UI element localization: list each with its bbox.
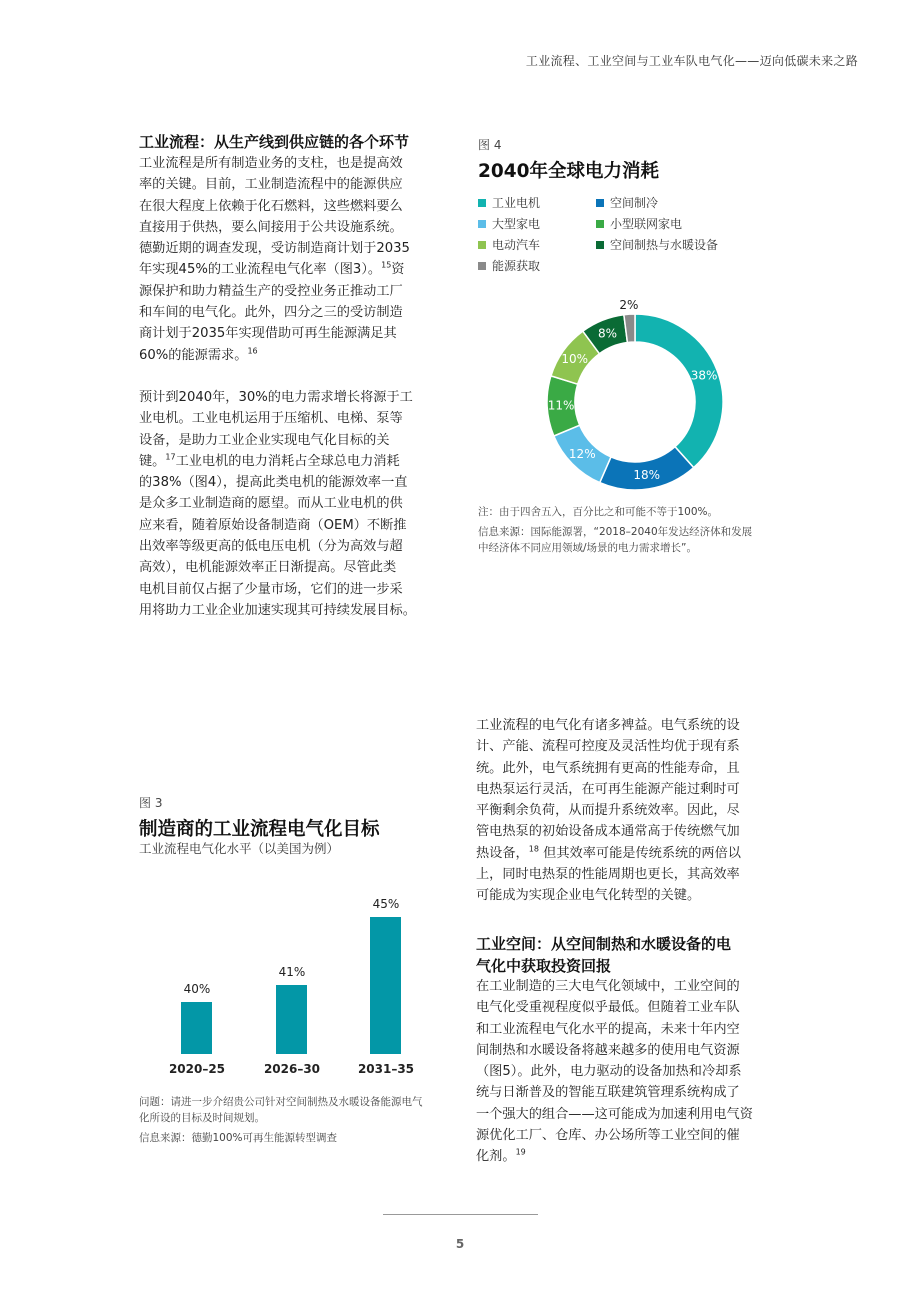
legend-item — [478, 257, 540, 274]
right-body-text-1 — [476, 715, 776, 907]
text-line: 商计划于2035年实现借助可再生能源满足其 — [139, 326, 397, 342]
question-text: 问题：请进一步介绍贵公司针对空间制热及水暖设备能源电气 — [139, 1096, 423, 1108]
figure-4-legend — [478, 194, 778, 284]
paragraph-1 — [139, 153, 444, 366]
text-line: 率的关键。目前，工业制造流程中的能源供应 — [139, 177, 403, 193]
section-heading-industrial-process: 工业流程：从生产线到供应链的各个环节 — [139, 133, 410, 151]
legend-swatch — [596, 220, 604, 228]
text-line: 设备，是助力工业企业实现电气化目标的关 — [139, 432, 390, 448]
legend-item — [596, 194, 658, 211]
text-line: 和车间的电气化。此外，四分之三的受访制造 — [139, 305, 403, 321]
legend-label: 空间制热与水暖设备 — [610, 238, 719, 252]
left-body-text — [139, 153, 444, 621]
donut-value-label: 12% — [568, 446, 596, 461]
legend-label: 能源获取 — [492, 259, 541, 273]
question-text: 化所设的目标及时间规划。 — [139, 1112, 265, 1124]
donut-value-label: 38% — [690, 368, 718, 383]
legend-swatch — [478, 199, 486, 207]
heading-line: 工业空间：从空间制热和水暖设备的电 — [476, 935, 732, 953]
legend-label: 工业电机 — [492, 196, 541, 210]
legend-swatch — [596, 241, 604, 249]
donut-slice — [635, 314, 723, 468]
figure-3-bar-chart — [139, 880, 459, 1080]
text-line: 年实现45%的工业流程电气化率（图3）。 — [139, 262, 382, 278]
donut-value-label: 10% — [561, 352, 589, 367]
text-line: 电机目前仅占据了少量市场，它们的进一步采 — [139, 581, 403, 597]
paragraph-3 — [476, 715, 776, 907]
legend-swatch — [596, 199, 604, 207]
figure-3-note — [139, 1094, 449, 1146]
bar-category-label: 2031–35 — [357, 1062, 415, 1076]
figure-3-label: 图 3 — [139, 796, 163, 810]
source-text: 信息来源：德勤100%可再生能源转型调查 — [139, 1132, 338, 1144]
text-line: 直接用于供热，要么间接用于公共设施系统。 — [139, 219, 403, 235]
text-line: 统。此外，电气系统拥有更高的性能寿命，且 — [476, 760, 740, 776]
text-line: 热设备， — [476, 845, 529, 861]
donut-value-label: 18% — [633, 468, 661, 483]
text-line: 的38%（图4），提高此类电机的能源效率一直 — [139, 475, 408, 491]
legend-item — [478, 236, 540, 253]
text-line: 高效），电机能源效率正日渐提高。尽管此类 — [139, 560, 397, 576]
source-text: 信息来源：国际能源署，“2018–2040年发达经济体和发展 — [478, 526, 753, 538]
bar-category-label: 2020–25 — [168, 1062, 226, 1076]
bar — [181, 1002, 212, 1054]
donut-value-label: 8% — [597, 326, 618, 341]
text-line: 键。 — [139, 453, 166, 469]
bar — [276, 985, 307, 1054]
footnote-ref: 16 — [247, 346, 258, 356]
paragraph-4 — [476, 976, 776, 1168]
legend-swatch — [478, 241, 486, 249]
figure-4-note — [478, 504, 798, 556]
legend-label: 电动汽车 — [492, 238, 541, 252]
text-line: 出效率等级更高的低电压电机（分为高效与超 — [139, 539, 403, 555]
bar-category-label: 2026–30 — [263, 1062, 321, 1076]
text-line: 工业流程的电气化有诸多裨益。电气系统的设 — [476, 718, 740, 733]
text-line: 和工业流程电气化水平的提高，未来十年内空 — [476, 1021, 740, 1037]
text-line: 统与日渐普及的智能互联建筑管理系统构成了 — [476, 1085, 740, 1101]
bar — [370, 917, 401, 1054]
text-line: 电热泵运行灵活，在可再生能源产能过剩时可 — [476, 781, 740, 797]
footer-divider — [383, 1214, 538, 1215]
text-line: 间制热和水暖设备将越来越多的使用电气资源 — [476, 1042, 740, 1058]
bar-value-label: 45% — [372, 897, 400, 911]
text-line: 电气化受重视程度似乎最低。但随着工业车队 — [476, 1000, 740, 1016]
legend-item — [596, 236, 718, 253]
figure-4-label: 图 4 — [478, 138, 502, 152]
text-line: 用将助力工业企业加速实现其可持续发展目标。 — [139, 602, 416, 618]
text-line: 源保护和助力精益生产的受控业务正推动工厂 — [139, 283, 403, 299]
right-body-text-2 — [476, 976, 776, 1168]
footnote-ref: 15 — [381, 261, 392, 271]
text-line: 源优化工厂、仓库、办公场所等工业空间的催 — [476, 1128, 740, 1144]
legend-swatch — [478, 262, 486, 270]
legend-swatch — [478, 220, 486, 228]
source-text: 中经济体不同应用领域/场景的电力需求增长”。 — [478, 542, 697, 554]
figure-3-title: 制造商的工业流程电气化目标 — [139, 819, 380, 840]
text-line: 化剂。 — [476, 1149, 516, 1165]
legend-label: 空间制冷 — [610, 196, 659, 210]
text-line: 上，同时电热泵的性能周期也更长，其高效率 — [476, 867, 740, 883]
footnote-ref: 19 — [515, 1147, 526, 1157]
donut-value-label: 11% — [547, 398, 575, 413]
text-line: 计、产能、流程可控度及灵活性均优于现有系 — [476, 739, 740, 755]
figure-4-title: 2040年全球电力消耗 — [478, 161, 659, 182]
text-line: 工业流程是所有制造业务的支柱，也是提高效 — [139, 156, 403, 171]
text-line: 在很大程度上依赖于化石燃料，这些燃料要么 — [139, 198, 403, 214]
bar-value-label: 40% — [183, 982, 211, 996]
figure-3-subtitle: 工业流程电气化水平（以美国为例） — [139, 841, 340, 856]
text-line: 是众多工业制造商的愿望。而从工业电机的供 — [139, 496, 403, 512]
text-line: 德勤近期的调查发现，受访制造商计划于2035 — [139, 241, 410, 257]
donut-value-label: 2% — [619, 300, 639, 313]
text-line: 应来看，随着原始设备制造商（OEM）不断推 — [139, 517, 407, 533]
text-line: 资 — [391, 262, 405, 278]
section-heading-industrial-space — [476, 933, 786, 977]
legend-item — [478, 215, 540, 232]
paragraph-2 — [139, 387, 444, 621]
text-line: 预计到2040年，30%的电力需求增长将源于工 — [139, 389, 413, 405]
figure-4-donut-chart — [540, 300, 730, 490]
footnote-ref: 18 — [528, 844, 539, 854]
running-header: 工业流程、工业空间与工业车队电气化——迈向低碳未来之路 — [525, 54, 858, 68]
text-line: 一个强大的组合——这可能成为加速利用电气资 — [476, 1106, 753, 1122]
text-line: 平衡剩余负荷，从而提升系统效率。因此，尽 — [476, 803, 740, 819]
note-text: 注：由于四舍五入，百分比之和可能不等于100%。 — [478, 506, 719, 518]
footnote-ref: 17 — [165, 452, 176, 462]
legend-item — [596, 215, 682, 232]
legend-label: 小型联网家电 — [610, 217, 683, 231]
text-line: 业电机。工业电机运用于压缩机、电梯、泵等 — [139, 411, 403, 427]
text-line: 工业电机的电力消耗占全球总电力消耗 — [175, 453, 400, 469]
text-line: （图5）。此外，电力驱动的设备加热和冷却系 — [476, 1064, 742, 1080]
legend-label: 大型家电 — [492, 217, 541, 231]
text-line: 但其效率可能是传统系统的两倍以 — [543, 845, 741, 861]
text-line: 在工业制造的三大电气化领域中，工业空间的 — [476, 979, 740, 994]
legend-item — [478, 194, 540, 211]
heading-line: 气化中获取投资回报 — [476, 957, 612, 975]
text-line: 可能成为实现企业电气化转型的关键。 — [476, 888, 701, 904]
text-line: 管电热泵的初始设备成本通常高于传统燃气加 — [476, 824, 740, 840]
text-line: 60%的能源需求。 — [139, 347, 248, 363]
bar-value-label: 41% — [278, 965, 306, 979]
page-number: 5 — [455, 1237, 465, 1251]
